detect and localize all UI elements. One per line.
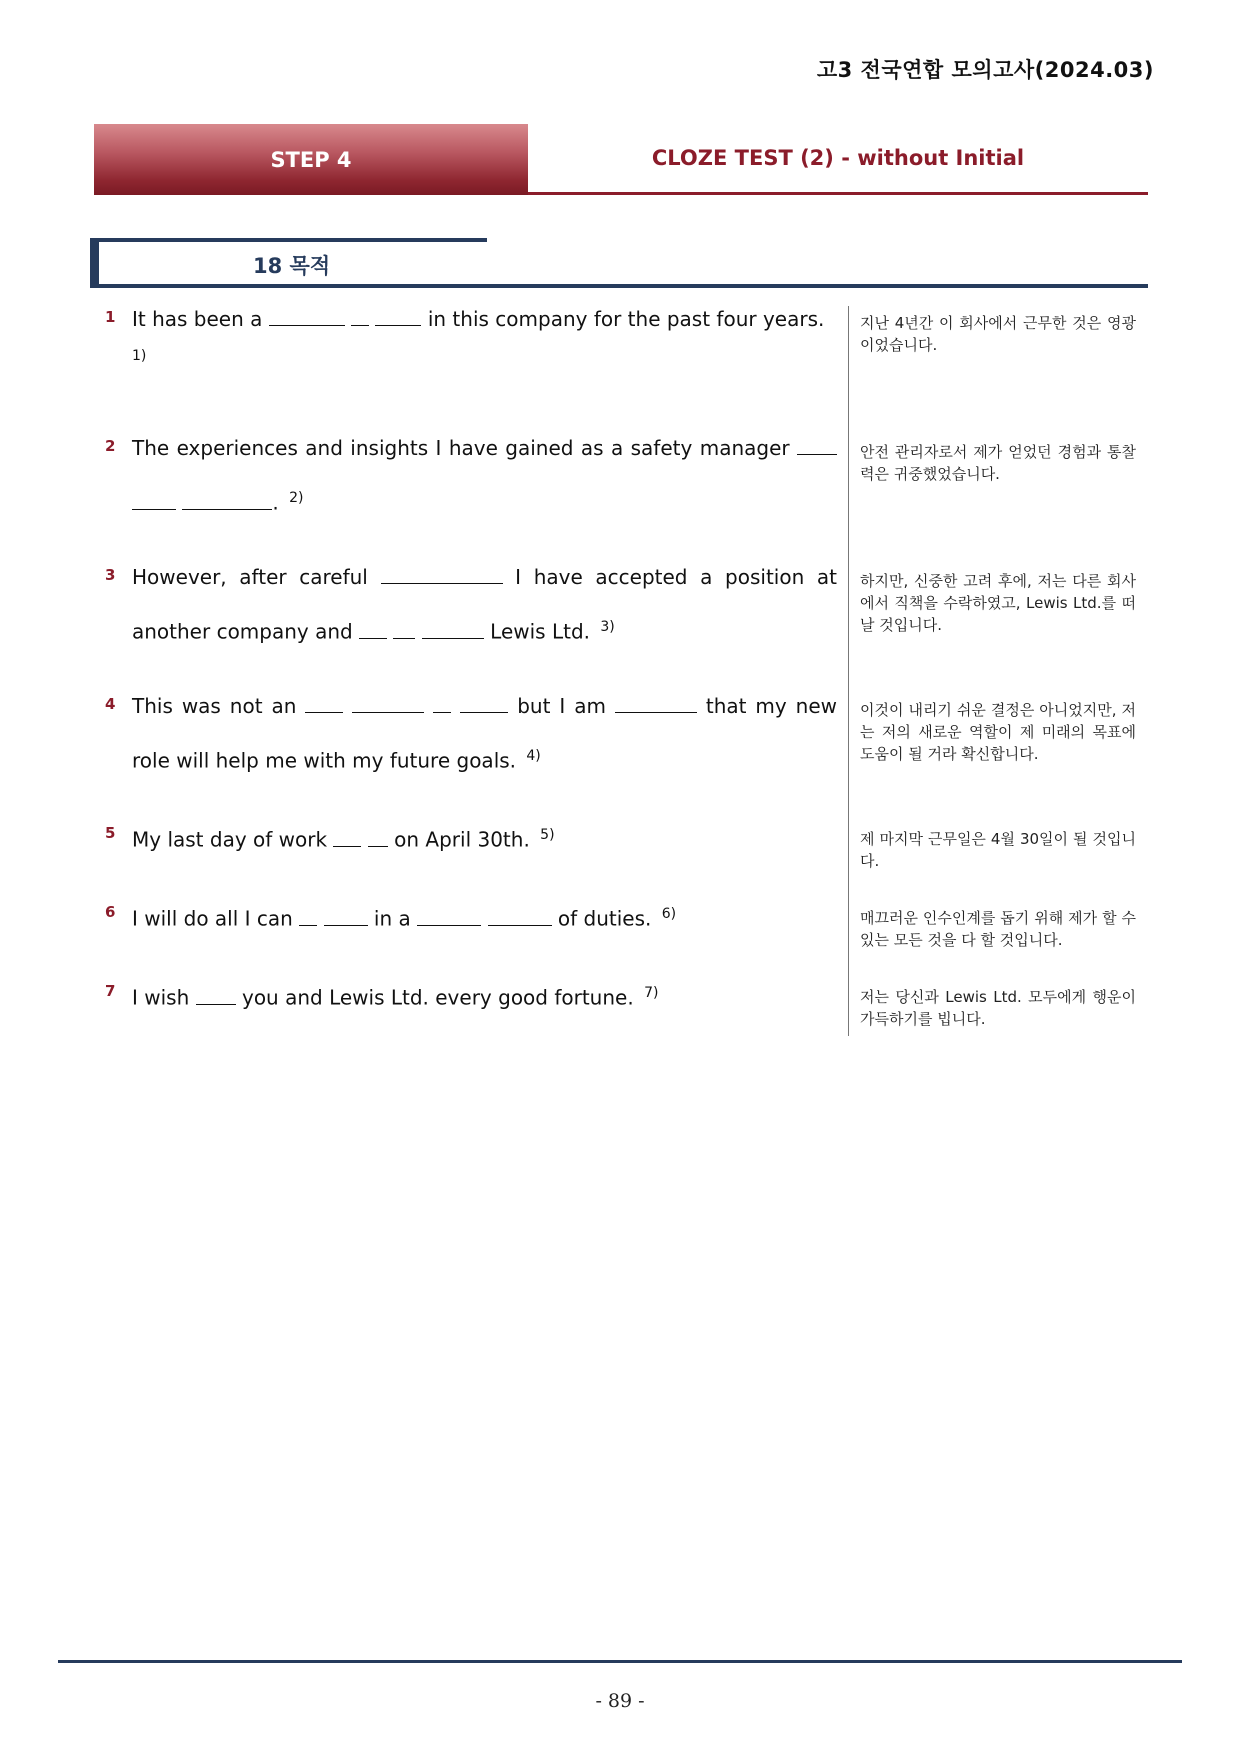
answer-blank[interactable] [132,495,176,510]
question-number: 5 [105,824,116,842]
column-divider [848,306,849,1036]
answer-blank[interactable] [333,832,361,847]
exam-title: 고3 전국연합 모의고사(2024.03) [816,58,1154,82]
question-text: in this company for the past four years. [427,307,825,331]
question-number: 7 [105,982,116,1000]
answer-ref: 5) [540,827,555,843]
answer-blank[interactable] [417,911,481,926]
answer-blank[interactable] [375,311,421,326]
step-title: CLOZE TEST (2) - without Initial [528,124,1148,195]
answer-ref: 1) [132,348,147,364]
question-number: 4 [105,695,116,713]
question-text: This was not an [132,694,297,718]
answer-ref: 7) [644,985,659,1001]
answer-blank[interactable] [368,832,388,847]
question-text: It has been a [132,307,263,331]
question-number: 1 [105,308,116,326]
question-text: The experiences and insights I have gained as a safety manager [132,436,790,460]
answer-blank[interactable] [359,624,387,639]
question-korean: 안전 관리자로서 제가 얻었던 경험과 통찰력은 귀중했었습니다. [860,443,1136,483]
answer-blank[interactable] [615,698,697,713]
question-text: you and Lewis Ltd. every good fortune. [241,985,634,1010]
answer-blank[interactable] [305,698,343,713]
answer-blank[interactable] [381,569,503,584]
question-text: My last day of work [132,827,328,852]
question-number: 6 [105,903,116,921]
answer-blank[interactable] [352,698,424,713]
question-english [132,968,837,1023]
answer-blank[interactable] [797,440,837,455]
answer-ref: 3) [600,619,615,635]
question-english [132,552,837,657]
question-korean: 제 마지막 근무일은 4월 30일이 될 것입니다. [860,830,1136,870]
section-heading [90,238,1148,288]
question-english [132,810,837,865]
question-text: Lewis Ltd. [490,619,590,644]
section-heading-rule [90,238,487,242]
question-text: in a [373,906,411,931]
answer-blank[interactable] [393,624,415,639]
question-korean: 이것이 내리기 쉬운 결정은 아니었지만, 저는 저의 새로운 역할이 제 미래의 목표에 도움이 될 거라 확신합니다. [860,701,1136,763]
question-korean: 하지만, 신중한 고려 후에, 저는 다른 회사에서 직책을 수락하였고, Lewis Ltd.를 떠날 것입니다. [860,572,1136,634]
question-english [132,889,837,944]
question-text: However, after careful [132,565,368,589]
question-korean: 저는 당신과 Lewis Ltd. 모두에게 행운이 가득하기를 빕니다. [860,988,1136,1028]
question-text: I wish [132,985,190,1010]
answer-blank[interactable] [269,311,345,326]
answer-blank[interactable] [433,698,451,713]
question-english [132,423,837,528]
answer-blank[interactable] [299,911,317,926]
question-text: but I am [517,694,606,718]
question-text: that my new role will help me with my future goals. [132,694,838,773]
answer-ref: 2) [289,490,304,506]
step-label: STEP 4 [94,124,528,195]
answer-blank[interactable] [422,624,484,639]
answer-blank[interactable] [182,495,272,510]
question-english [132,681,837,786]
answer-blank[interactable] [460,698,508,713]
question-korean: 지난 4년간 이 회사에서 근무한 것은 영광이었습니다. [860,314,1136,354]
page-number: - 89 - [595,1690,645,1712]
section-title: 18 목적 [253,254,331,278]
question-text: on April 30th. [394,827,530,852]
question-text: of duties. [557,906,652,931]
answer-blank[interactable] [488,911,552,926]
answer-blank[interactable] [324,911,368,926]
answer-ref: 4) [526,748,541,764]
footer-rule [58,1660,1182,1663]
answer-blank[interactable] [351,311,369,326]
question-text: I will do all I can [132,906,293,931]
question-text: . [272,490,279,515]
question-korean: 매끄러운 인수인계를 돕기 위해 제가 할 수 있는 모든 것을 다 할 것입니다. [860,909,1136,949]
question-number: 3 [105,566,116,584]
answer-ref: 6) [661,906,677,922]
answer-blank[interactable] [196,990,236,1005]
question-english [132,294,837,368]
question-number: 2 [105,437,116,455]
question-text: I have accepted a position at another company and [132,565,837,644]
